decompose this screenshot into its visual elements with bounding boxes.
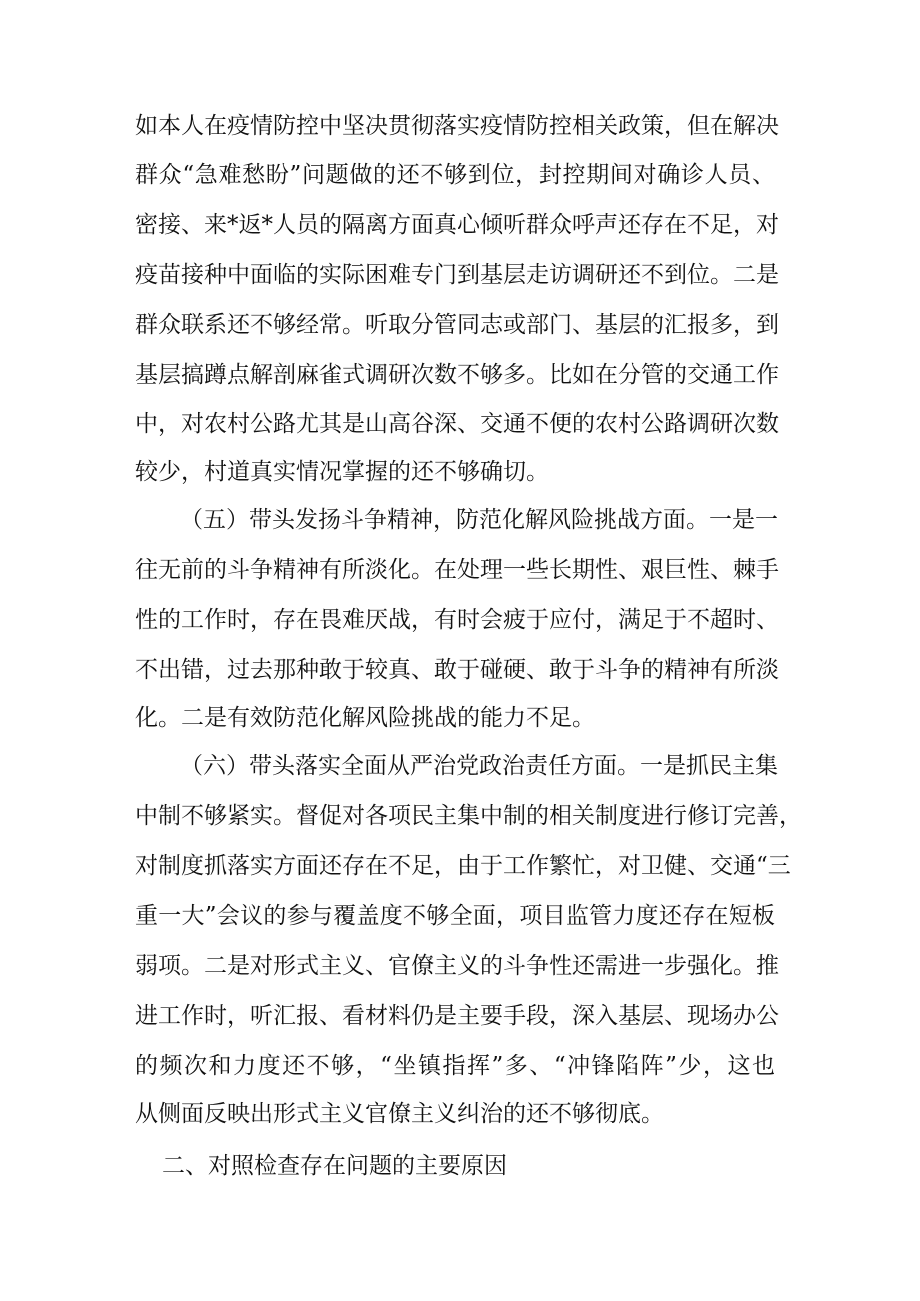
text-line: 如本人在疫情防控中坚决贯彻落实疫情防控相关政策，但在解决 bbox=[135, 113, 779, 139]
text-line: 性的工作时，存在畏难厌战，有时会疲于应付，满足于不超时、 bbox=[135, 607, 779, 633]
text-line: 群众联系还不够经常。听取分管同志或部门、基层的汇报多，到 bbox=[135, 312, 779, 338]
text-line: 的频次和力度还不够，“坐镇指挥”多、“冲锋陷阵”少，这也 bbox=[135, 1053, 775, 1079]
text-line: 不出错，过去那种敢于较真、敢于碰硬、敢于斗争的精神有所淡 bbox=[135, 657, 779, 683]
text-line: 进工作时，听汇报、看材料仍是主要手段，深入基层、现场办公 bbox=[135, 1003, 779, 1029]
paragraph-last-line: 化。二是有效防范化解风险挑战的能力不足。 bbox=[135, 705, 595, 731]
text-line: 群众“急难愁盼”问题做的还不够到位，封控期间对确诊人员、 bbox=[135, 162, 775, 188]
section-five-first-line: （五）带头发扬斗争精神，防范化解风险挑战方面。一是一 bbox=[180, 507, 778, 533]
text-line: 往无前的斗争精神有所淡化。在处理一些长期性、艰巨性、棘手 bbox=[135, 557, 779, 583]
paragraph-last-line: 较少，村道真实情况掌握的还不够确切。 bbox=[135, 459, 549, 485]
text-line: 中，对农村公路尤其是山高谷深、交通不便的农村公路调研次数 bbox=[135, 411, 779, 437]
text-line: 对制度抓落实方面还存在不足，由于工作繁忙，对卫健、交通“三 bbox=[135, 853, 791, 879]
text-line: 基层搞蹲点解剖麻雀式调研次数不够多。比如在分管的交通工作 bbox=[135, 362, 779, 388]
section-heading: 二、对照检查存在问题的主要原因 bbox=[162, 1153, 507, 1179]
text-line: 中制不够紧实。督促对各项民主集中制的相关制度进行修订完善， bbox=[135, 803, 802, 829]
text-line: 弱项。二是对形式主义、官僚主义的斗争性还需进一步强化。推 bbox=[135, 953, 779, 979]
section-six-first-line: （六）带头落实全面从严治党政治责任方面。一是抓民主集 bbox=[180, 753, 778, 779]
text-line: 疫苗接种中面临的实际困难专门到基层走访调研还不到位。二是 bbox=[135, 262, 779, 288]
text-line: 密接、来*返*人员的隔离方面真心倾听群众呼声还存在不足，对 bbox=[135, 212, 779, 238]
paragraph-last-line: 从侧面反映出形式主义官僚主义纠治的还不够彻底。 bbox=[135, 1101, 664, 1127]
text-line: 重一大”会议的参与覆盖度不够全面，项目监管力度还存在短板 bbox=[135, 903, 775, 929]
